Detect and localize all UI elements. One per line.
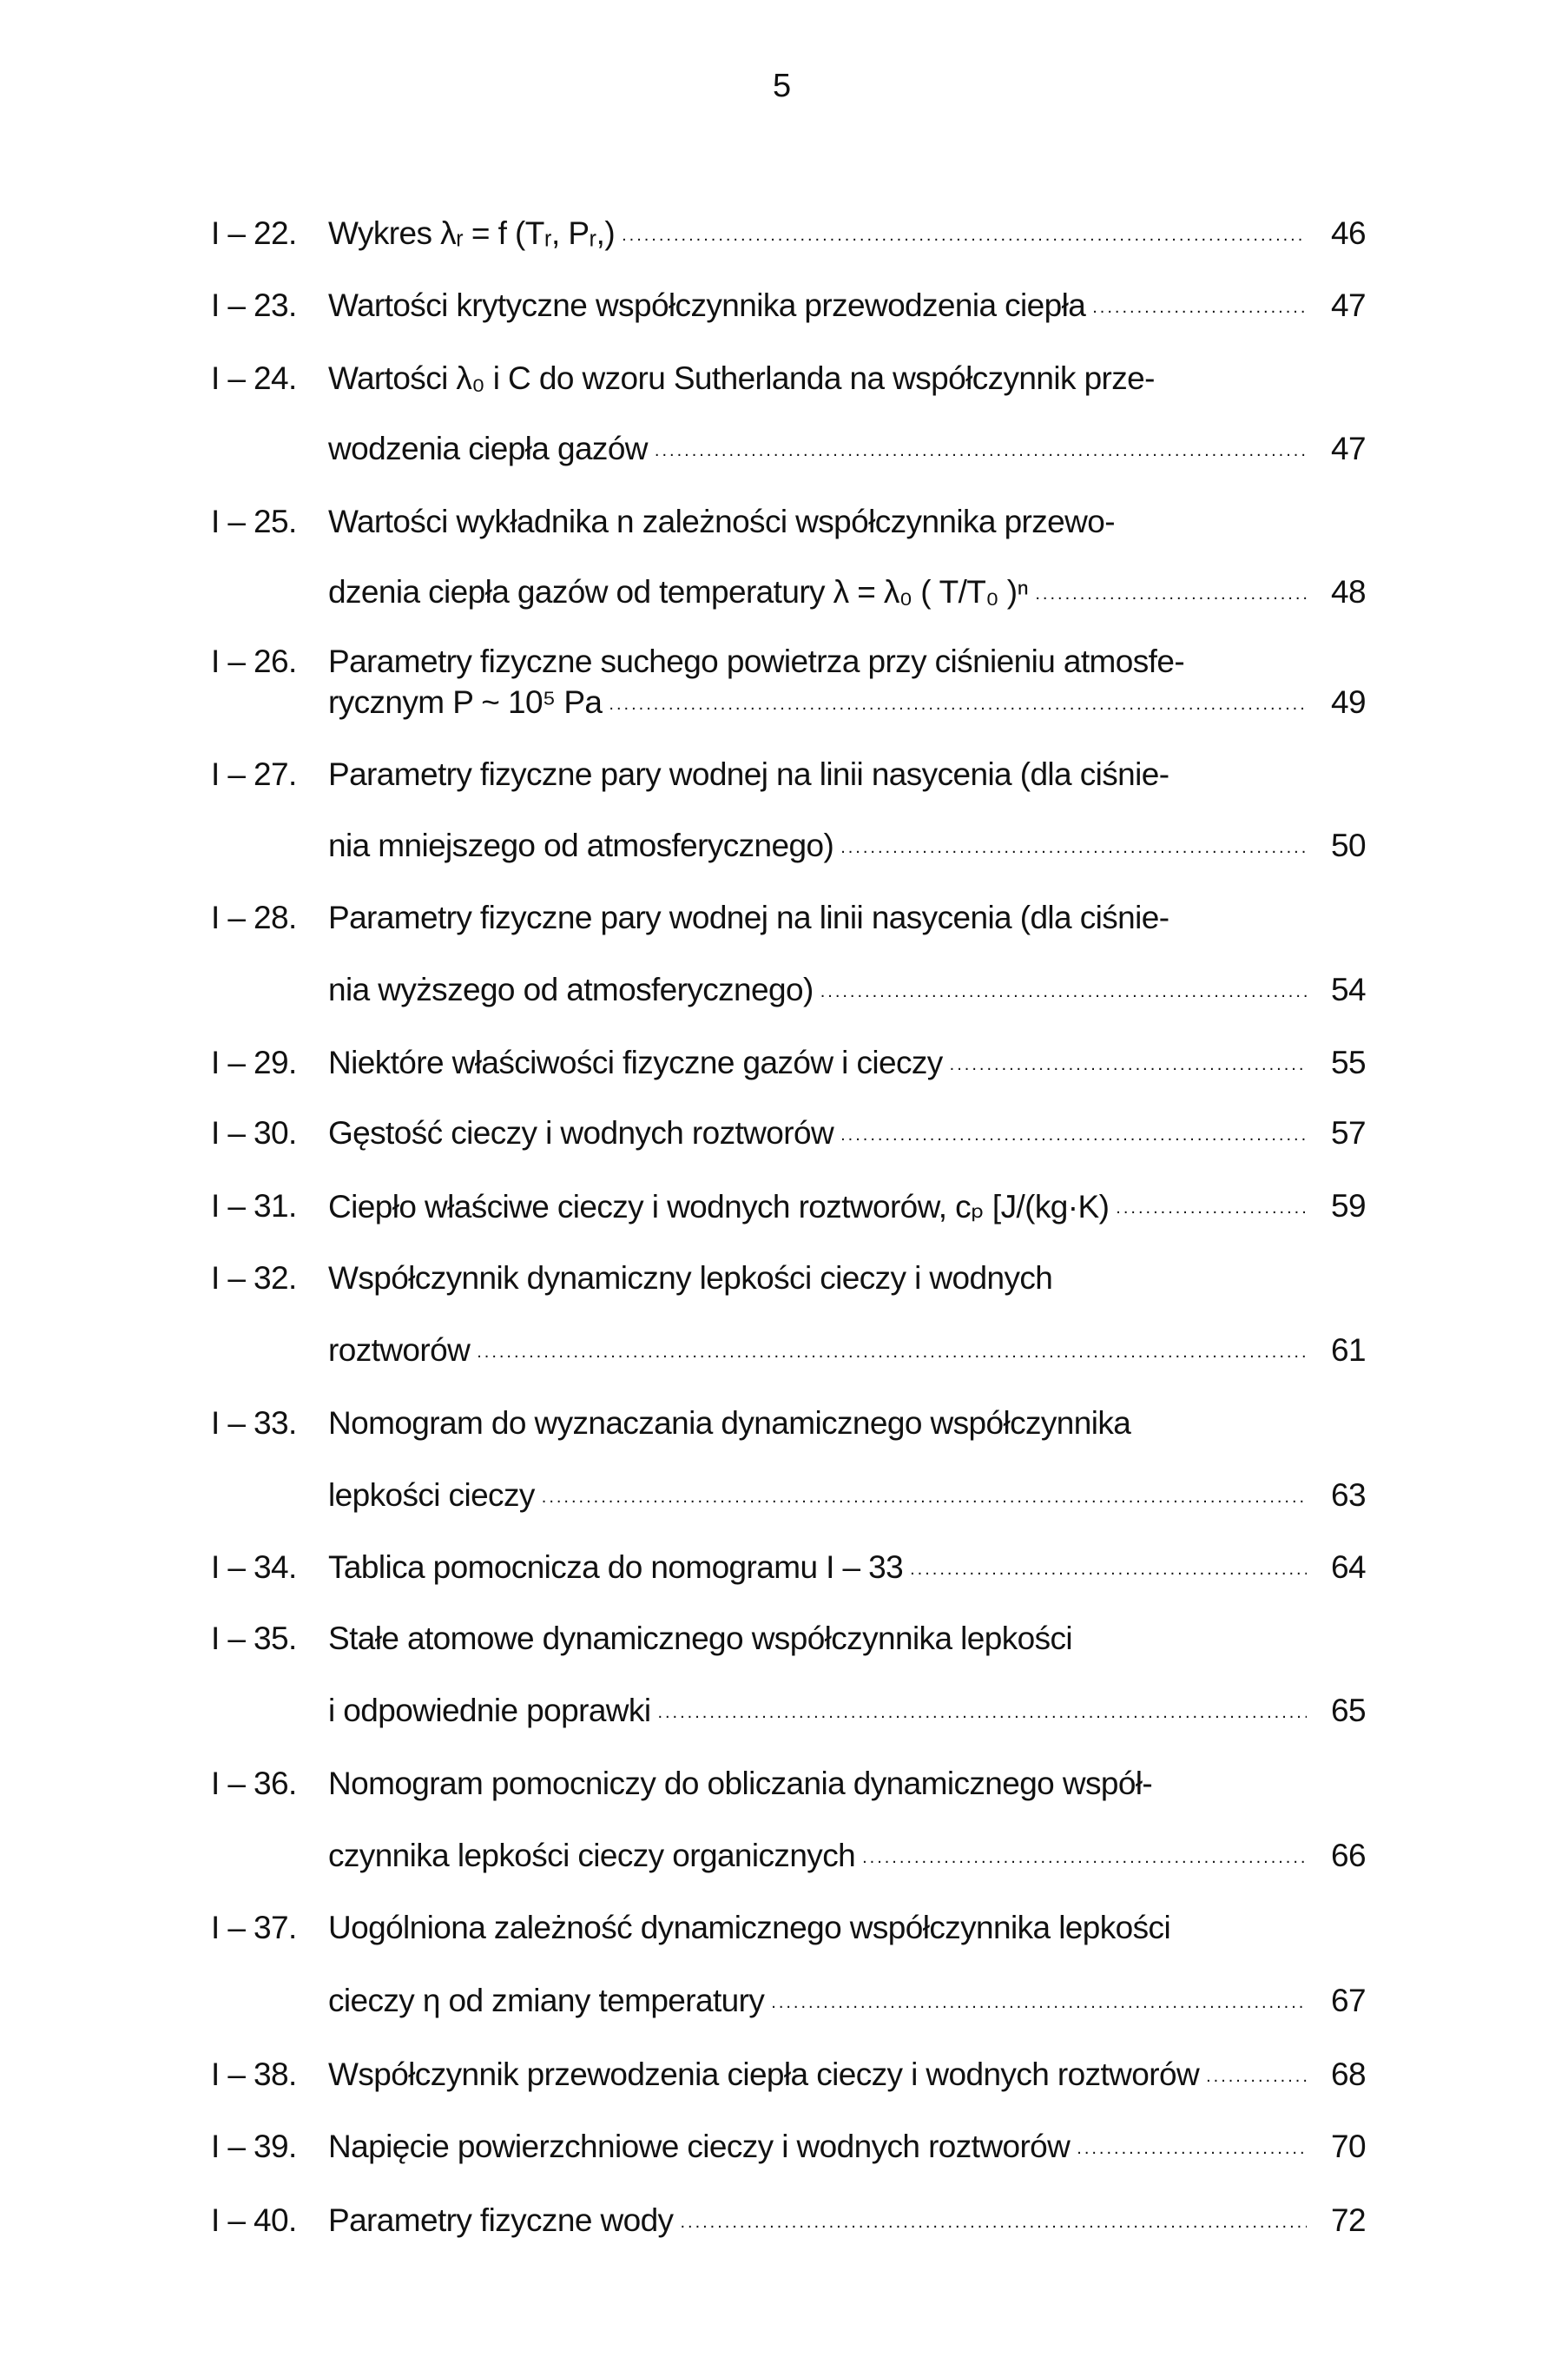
toc-entry (211, 1404, 1366, 1442)
entry-page-number: 46 (1331, 215, 1366, 251)
dot-leader (680, 2213, 1307, 2240)
entry-number: I – 34. (211, 1549, 297, 1585)
entry-page-number: 54 (1331, 972, 1366, 1007)
dot-leader (1116, 1198, 1307, 1225)
dot-leader (657, 1703, 1307, 1730)
entry-page-number: 59 (1331, 1188, 1366, 1224)
dot-leader (820, 982, 1307, 1009)
dot-leader (1206, 2067, 1307, 2094)
entry-number: I – 37. (211, 1910, 297, 1945)
entry-title: Wartości wykładnika n zależności współczynnika przewo- (328, 504, 1115, 539)
toc-entry (211, 1187, 1366, 1225)
toc-entry (211, 756, 1366, 794)
entry-number: I – 36. (211, 1766, 297, 1801)
dot-leader (622, 226, 1307, 253)
entry-page-number: 57 (1331, 1115, 1366, 1151)
entry-number: I – 32. (211, 1260, 297, 1296)
entry-number: I – 39. (211, 2129, 297, 2164)
toc-entry (211, 1114, 1366, 1152)
entry-page-number: 66 (1331, 1838, 1366, 1873)
entry-title: roztworów (328, 1332, 471, 1368)
entry-title: Parametry fizyczne wody (328, 2202, 674, 2238)
entry-page-number: 48 (1331, 574, 1366, 610)
entry-number: I – 30. (211, 1115, 297, 1151)
toc-entry (211, 215, 1366, 253)
dot-leader (1077, 2139, 1307, 2166)
entry-page-number: 61 (1331, 1332, 1366, 1368)
toc-entry (211, 2202, 1366, 2240)
dot-leader (950, 1055, 1307, 1082)
entry-title: cieczy η od zmiany temperatury (328, 1983, 765, 2018)
toc-entry (211, 287, 1366, 325)
toc-entry (211, 1765, 1366, 1803)
toc-entry-continuation (211, 683, 1366, 722)
entry-title: Parametry fizyczne suchego powietrza przy ciśnieniu atmosfe- (328, 644, 1185, 679)
entry-title: Współczynnik przewodzenia ciepła cieczy i wodnych roztworów (328, 2056, 1200, 2092)
dot-leader (910, 1560, 1307, 1587)
entry-title: Wykres λᵣ = f (Tᵣ, Pᵣ,) (328, 215, 616, 251)
entry-page-number: 70 (1331, 2129, 1366, 2164)
entry-title: nia wyższego od atmosferycznego) (328, 972, 814, 1007)
entry-title: i odpowiednie poprawki (328, 1693, 651, 1728)
entry-title: Stałe atomowe dynamicznego współczynnika lepkości (328, 1621, 1072, 1656)
toc-entry-continuation (211, 827, 1366, 865)
dot-leader (1035, 584, 1307, 611)
entry-page-number: 47 (1331, 431, 1366, 466)
toc-entry (211, 2056, 1366, 2094)
entry-title: Wartości krytyczne współczynnika przewodzenia ciepła (328, 287, 1086, 323)
entry-title: rycznym P ~ 10⁵ Pa (328, 684, 603, 720)
dot-leader (655, 441, 1307, 468)
entry-title: Parametry fizyczne pary wodnej na linii nasycenia (dla ciśnie- (328, 900, 1169, 935)
toc-entry-continuation (211, 1982, 1366, 2020)
toc-entry (211, 360, 1366, 398)
toc-entry-continuation (211, 1692, 1366, 1730)
entry-page-number: 55 (1331, 1045, 1366, 1080)
entry-page-number: 72 (1331, 2202, 1366, 2238)
entry-title: nia mniejszego od atmosferycznego) (328, 828, 834, 863)
entry-page-number: 68 (1331, 2056, 1366, 2092)
dot-leader (771, 1993, 1307, 2020)
entry-title: Gęstość cieczy i wodnych roztworów (328, 1115, 834, 1151)
entry-title: Ciepło właściwe cieczy i wodnych roztworów, cₚ [J/(kg·K) (328, 1188, 1110, 1225)
entry-number: I – 33. (211, 1405, 297, 1441)
entry-title: Niektóre właściwości fizyczne gazów i cieczy (328, 1045, 943, 1080)
toc-entry (211, 1548, 1366, 1587)
entry-number: I – 22. (211, 215, 297, 251)
toc-entry (211, 2128, 1366, 2166)
toc-entry (211, 1044, 1366, 1082)
dot-leader (840, 838, 1307, 865)
entry-number: I – 31. (211, 1188, 297, 1224)
entry-number: I – 38. (211, 2056, 297, 2092)
entry-number: I – 24. (211, 360, 297, 396)
page-number: 5 (773, 68, 792, 104)
entry-title: Uogólniona zależność dynamicznego współczynnika lepkości (328, 1910, 1171, 1945)
toc-entry-continuation (211, 971, 1366, 1009)
entry-title: Napięcie powierzchniowe cieczy i wodnych roztworów (328, 2129, 1071, 2164)
dot-leader (862, 1848, 1307, 1875)
toc-entry (211, 899, 1366, 937)
toc-entry (211, 503, 1366, 541)
entry-title: Nomogram pomocniczy do obliczania dynamicznego współ- (328, 1766, 1153, 1801)
entry-number: I – 29. (211, 1045, 297, 1080)
entry-number: I – 35. (211, 1621, 297, 1656)
entry-page-number: 47 (1331, 287, 1366, 323)
dot-leader (840, 1126, 1307, 1152)
dot-leader (609, 695, 1307, 722)
entry-number: I – 27. (211, 756, 297, 792)
entry-title: Parametry fizyczne pary wodnej na linii nasycenia (dla ciśnie- (328, 756, 1169, 792)
entry-title: wodzenia ciepła gazów (328, 431, 648, 466)
entry-number: I – 28. (211, 900, 297, 935)
toc-entry (211, 1259, 1366, 1297)
toc-entry-continuation (211, 1837, 1366, 1875)
entry-title: Współczynnik dynamiczny lepkości cieczy i wodnych (328, 1260, 1053, 1296)
toc-entry-continuation (211, 1476, 1366, 1515)
entry-page-number: 63 (1331, 1477, 1366, 1513)
entry-title: lepkości cieczy (328, 1477, 535, 1513)
toc-entry (211, 643, 1366, 681)
entry-number: I – 40. (211, 2202, 297, 2238)
entry-page-number: 65 (1331, 1693, 1366, 1728)
toc-entry-continuation (211, 430, 1366, 468)
entry-title: czynnika lepkości cieczy organicznych (328, 1838, 856, 1873)
entry-title: Nomogram do wyznaczania dynamicznego współczynnika (328, 1405, 1131, 1441)
entry-page-number: 49 (1331, 684, 1366, 720)
entry-number: I – 23. (211, 287, 297, 323)
entry-title: Wartości λ₀ i C do wzoru Sutherlanda na współczynnik prze- (328, 360, 1155, 396)
entry-title: Tablica pomocnicza do nomogramu I – 33 (328, 1549, 904, 1585)
toc-entry (211, 1620, 1366, 1658)
dot-leader (1092, 298, 1307, 325)
entry-number: I – 25. (211, 504, 297, 539)
entry-page-number: 50 (1331, 828, 1366, 863)
entry-page-number: 67 (1331, 1983, 1366, 2018)
toc-entry-continuation (211, 573, 1366, 611)
toc-entry-continuation (211, 1331, 1366, 1370)
entry-number: I – 26. (211, 644, 297, 679)
dot-leader (542, 1488, 1307, 1515)
dot-leader (477, 1343, 1307, 1370)
toc-entry (211, 1909, 1366, 1947)
entry-page-number: 64 (1331, 1549, 1366, 1585)
entry-title: dzenia ciepła gazów od temperatury λ = λ₀ ( T/T₀ )ⁿ (328, 574, 1029, 610)
